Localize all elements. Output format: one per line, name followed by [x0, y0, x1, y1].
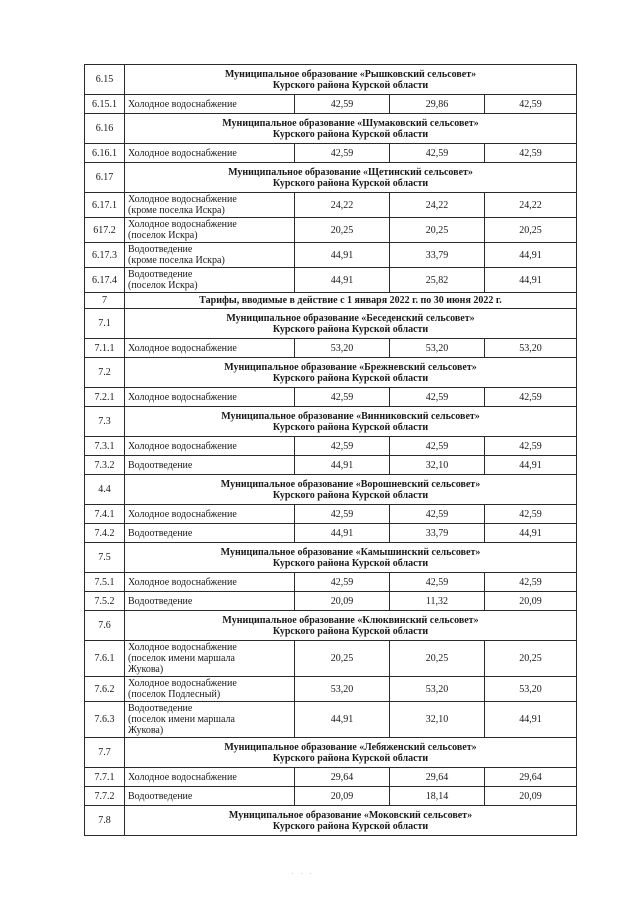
tariff-value-2: 33,79 [390, 243, 485, 268]
municipality-row [85, 309, 577, 339]
service-name: Водоотведение (поселок имени маршала Жукова) [125, 702, 295, 738]
tariff-row [85, 218, 577, 243]
municipality-district: Курского района Курской области [272, 421, 429, 433]
row-number: 6.17.3 [85, 243, 125, 268]
tariff-row [85, 592, 577, 611]
row-number: 7.8 [85, 806, 125, 836]
tariff-row [85, 437, 577, 456]
tariff-value-1: 44,91 [295, 456, 390, 475]
row-number: 7.2.1 [85, 388, 125, 407]
row-number: 7.7 [85, 738, 125, 768]
tariff-value-3: 42,59 [485, 144, 577, 163]
tariff-value-2: 25,82 [390, 268, 485, 293]
municipality-name: Муниципальное образование «Беседенский сельсовет» [226, 312, 475, 324]
municipality-district: Курского района Курской области [272, 79, 429, 91]
service-name: Холодное водоснабжение [125, 144, 295, 163]
tariff-row [85, 388, 577, 407]
tariff-row [85, 144, 577, 163]
municipality-title [125, 806, 577, 836]
service-name: Холодное водоснабжение (поселок имени маршала Жукова) [125, 641, 295, 677]
row-number: 4.4 [85, 475, 125, 505]
tariff-value-2: 32,10 [390, 456, 485, 475]
municipality-title [125, 543, 577, 573]
row-number: 7 [85, 293, 125, 309]
tariff-row [85, 339, 577, 358]
row-number: 6.17.4 [85, 268, 125, 293]
tariff-value-1: 42,59 [295, 95, 390, 114]
tariff-row [85, 268, 577, 293]
tariff-value-1: 20,09 [295, 592, 390, 611]
tariff-row [85, 787, 577, 806]
municipality-row [85, 611, 577, 641]
tariff-value-1: 24,22 [295, 193, 390, 218]
row-number: 7.6 [85, 611, 125, 641]
tariff-value-1: 53,20 [295, 339, 390, 358]
municipality-row [85, 358, 577, 388]
tariff-table-body [85, 65, 577, 836]
tariff-value-3: 29,64 [485, 768, 577, 787]
service-name: Холодное водоснабжение [125, 437, 295, 456]
tariff-value-1: 29,64 [295, 768, 390, 787]
tariff-row [85, 641, 577, 677]
municipality-name: Муниципальное образование «Винниковский сельсовет» [221, 410, 480, 422]
tariff-row [85, 768, 577, 787]
tariff-row [85, 524, 577, 543]
tariff-value-1: 42,59 [295, 437, 390, 456]
municipality-row [85, 475, 577, 505]
municipality-name: Муниципальное образование «Шумаковский сельсовет» [222, 117, 479, 129]
row-number: 7.5 [85, 543, 125, 573]
row-number: 7.6.1 [85, 641, 125, 677]
service-name: Холодное водоснабжение [125, 339, 295, 358]
tariff-value-1: 44,91 [295, 524, 390, 543]
row-number: 7.3.2 [85, 456, 125, 475]
tariff-value-3: 42,59 [485, 95, 577, 114]
tariff-value-2: 42,59 [390, 437, 485, 456]
tariff-value-2: 42,59 [390, 505, 485, 524]
municipality-name: Муниципальное образование «Брежневский сельсовет» [224, 361, 477, 373]
municipality-row [85, 738, 577, 768]
tariff-row [85, 95, 577, 114]
service-name: Холодное водоснабжение [125, 573, 295, 592]
row-number: 7.5.2 [85, 592, 125, 611]
tariff-value-3: 44,91 [485, 456, 577, 475]
row-number: 7.4.1 [85, 505, 125, 524]
row-number: 7.4.2 [85, 524, 125, 543]
tariff-value-1: 53,20 [295, 677, 390, 702]
municipality-district: Курского района Курской области [272, 128, 429, 140]
tariff-value-3: 44,91 [485, 702, 577, 738]
municipality-district: Курского района Курской области [272, 752, 429, 764]
row-number: 6.15 [85, 65, 125, 95]
municipality-name: Муниципальное образование «Ворошневский сельсовет» [220, 478, 481, 490]
service-name: Водоотведение (кроме поселка Искра) [125, 243, 295, 268]
tariff-value-3: 20,09 [485, 592, 577, 611]
section-banner: Тарифы, вводимые в действие с 1 января 2022 г. по 30 июня 2022 г. [125, 293, 577, 309]
section-banner-row [85, 293, 577, 309]
service-name: Холодное водоснабжение [125, 95, 295, 114]
tariff-row [85, 677, 577, 702]
service-name: Водоотведение [125, 524, 295, 543]
tariff-value-3: 42,59 [485, 388, 577, 407]
row-number: 6.17.1 [85, 193, 125, 218]
municipality-title [125, 738, 577, 768]
service-name: Холодное водоснабжение (кроме поселка Искра) [125, 193, 295, 218]
service-name: Водоотведение [125, 456, 295, 475]
municipality-district: Курского района Курской области [272, 372, 429, 384]
municipality-title [125, 114, 577, 144]
service-name: Холодное водоснабжение [125, 388, 295, 407]
tariff-value-1: 44,91 [295, 268, 390, 293]
municipality-row [85, 543, 577, 573]
row-number: 617.2 [85, 218, 125, 243]
municipality-name: Муниципальное образование «Моковский сельсовет» [228, 809, 473, 821]
municipality-row [85, 65, 577, 95]
service-name: Холодное водоснабжение (поселок Подлесный) [125, 677, 295, 702]
tariff-value-2: 42,59 [390, 573, 485, 592]
municipality-row [85, 163, 577, 193]
tariff-value-2: 29,64 [390, 768, 485, 787]
service-name: Холодное водоснабжение [125, 768, 295, 787]
tariff-value-3: 42,59 [485, 437, 577, 456]
tariff-value-3: 20,25 [485, 641, 577, 677]
tariff-value-3: 24,22 [485, 193, 577, 218]
tariff-value-2: 32,10 [390, 702, 485, 738]
service-name: Холодное водоснабжение (поселок Искра) [125, 218, 295, 243]
tariff-value-1: 44,91 [295, 702, 390, 738]
tariff-value-2: 33,79 [390, 524, 485, 543]
municipality-title [125, 309, 577, 339]
tariff-row [85, 456, 577, 475]
tariff-value-3: 20,25 [485, 218, 577, 243]
row-number: 6.17 [85, 163, 125, 193]
row-number: 7.1 [85, 309, 125, 339]
service-name: Водоотведение (поселок Искра) [125, 268, 295, 293]
row-number: 6.15.1 [85, 95, 125, 114]
municipality-district: Курского района Курской области [272, 820, 429, 832]
municipality-row [85, 806, 577, 836]
service-name: Водоотведение [125, 787, 295, 806]
municipality-district: Курского района Курской области [272, 557, 429, 569]
row-number: 7.6.3 [85, 702, 125, 738]
municipality-row [85, 114, 577, 144]
municipality-district: Курского района Курской области [272, 323, 429, 335]
row-number: 7.1.1 [85, 339, 125, 358]
tariff-value-3: 42,59 [485, 505, 577, 524]
tariff-value-3: 53,20 [485, 339, 577, 358]
row-number: 7.3 [85, 407, 125, 437]
tariff-value-1: 20,09 [295, 787, 390, 806]
tariff-value-1: 42,59 [295, 388, 390, 407]
tariff-value-2: 53,20 [390, 677, 485, 702]
municipality-row [85, 407, 577, 437]
municipality-name: Муниципальное образование «Рышковский сельсовет» [224, 68, 477, 80]
row-number: 7.5.1 [85, 573, 125, 592]
municipality-district: Курского района Курской области [272, 489, 429, 501]
row-number: 6.16 [85, 114, 125, 144]
tariff-value-2: 24,22 [390, 193, 485, 218]
tariff-table [84, 64, 577, 836]
municipality-district: Курского района Курской области [272, 625, 429, 637]
municipality-name: Муниципальное образование «Лебяженский сельсовет» [224, 741, 477, 753]
municipality-name: Муниципальное образование «Камышинский сельсовет» [220, 546, 481, 558]
tariff-value-1: 42,59 [295, 505, 390, 524]
service-name: Водоотведение [125, 592, 295, 611]
tariff-value-1: 42,59 [295, 573, 390, 592]
service-name: Холодное водоснабжение [125, 505, 295, 524]
municipality-district: Курского района Курской области [272, 177, 429, 189]
municipality-title [125, 358, 577, 388]
row-number: 7.6.2 [85, 677, 125, 702]
municipality-title [125, 407, 577, 437]
row-number: 6.16.1 [85, 144, 125, 163]
tariff-value-1: 20,25 [295, 641, 390, 677]
row-number: 7.2 [85, 358, 125, 388]
row-number: 7.7.2 [85, 787, 125, 806]
municipality-name: Муниципальное образование «Щетинский сельсовет» [228, 166, 473, 178]
tariff-value-3: 42,59 [485, 573, 577, 592]
tariff-value-2: 11,32 [390, 592, 485, 611]
tariff-row [85, 505, 577, 524]
municipality-name: Муниципальное образование «Клюквинский сельсовет» [222, 614, 479, 626]
tariff-value-1: 20,25 [295, 218, 390, 243]
tariff-value-1: 44,91 [295, 243, 390, 268]
page-bottom-marks: . . . [292, 870, 315, 876]
row-number: 7.3.1 [85, 437, 125, 456]
tariff-value-2: 29,86 [390, 95, 485, 114]
tariff-row [85, 193, 577, 218]
tariff-value-2: 20,25 [390, 218, 485, 243]
tariff-row [85, 702, 577, 738]
tariff-value-2: 18,14 [390, 787, 485, 806]
tariff-value-2: 42,59 [390, 388, 485, 407]
tariff-row [85, 243, 577, 268]
tariff-value-1: 42,59 [295, 144, 390, 163]
row-number: 7.7.1 [85, 768, 125, 787]
tariff-value-3: 44,91 [485, 243, 577, 268]
municipality-title [125, 163, 577, 193]
tariff-value-2: 53,20 [390, 339, 485, 358]
tariff-value-3: 20,09 [485, 787, 577, 806]
tariff-value-3: 44,91 [485, 268, 577, 293]
tariff-value-2: 42,59 [390, 144, 485, 163]
tariff-value-2: 20,25 [390, 641, 485, 677]
municipality-title [125, 611, 577, 641]
tariff-value-3: 53,20 [485, 677, 577, 702]
tariff-row [85, 573, 577, 592]
municipality-title [125, 65, 577, 95]
tariff-value-3: 44,91 [485, 524, 577, 543]
municipality-title [125, 475, 577, 505]
